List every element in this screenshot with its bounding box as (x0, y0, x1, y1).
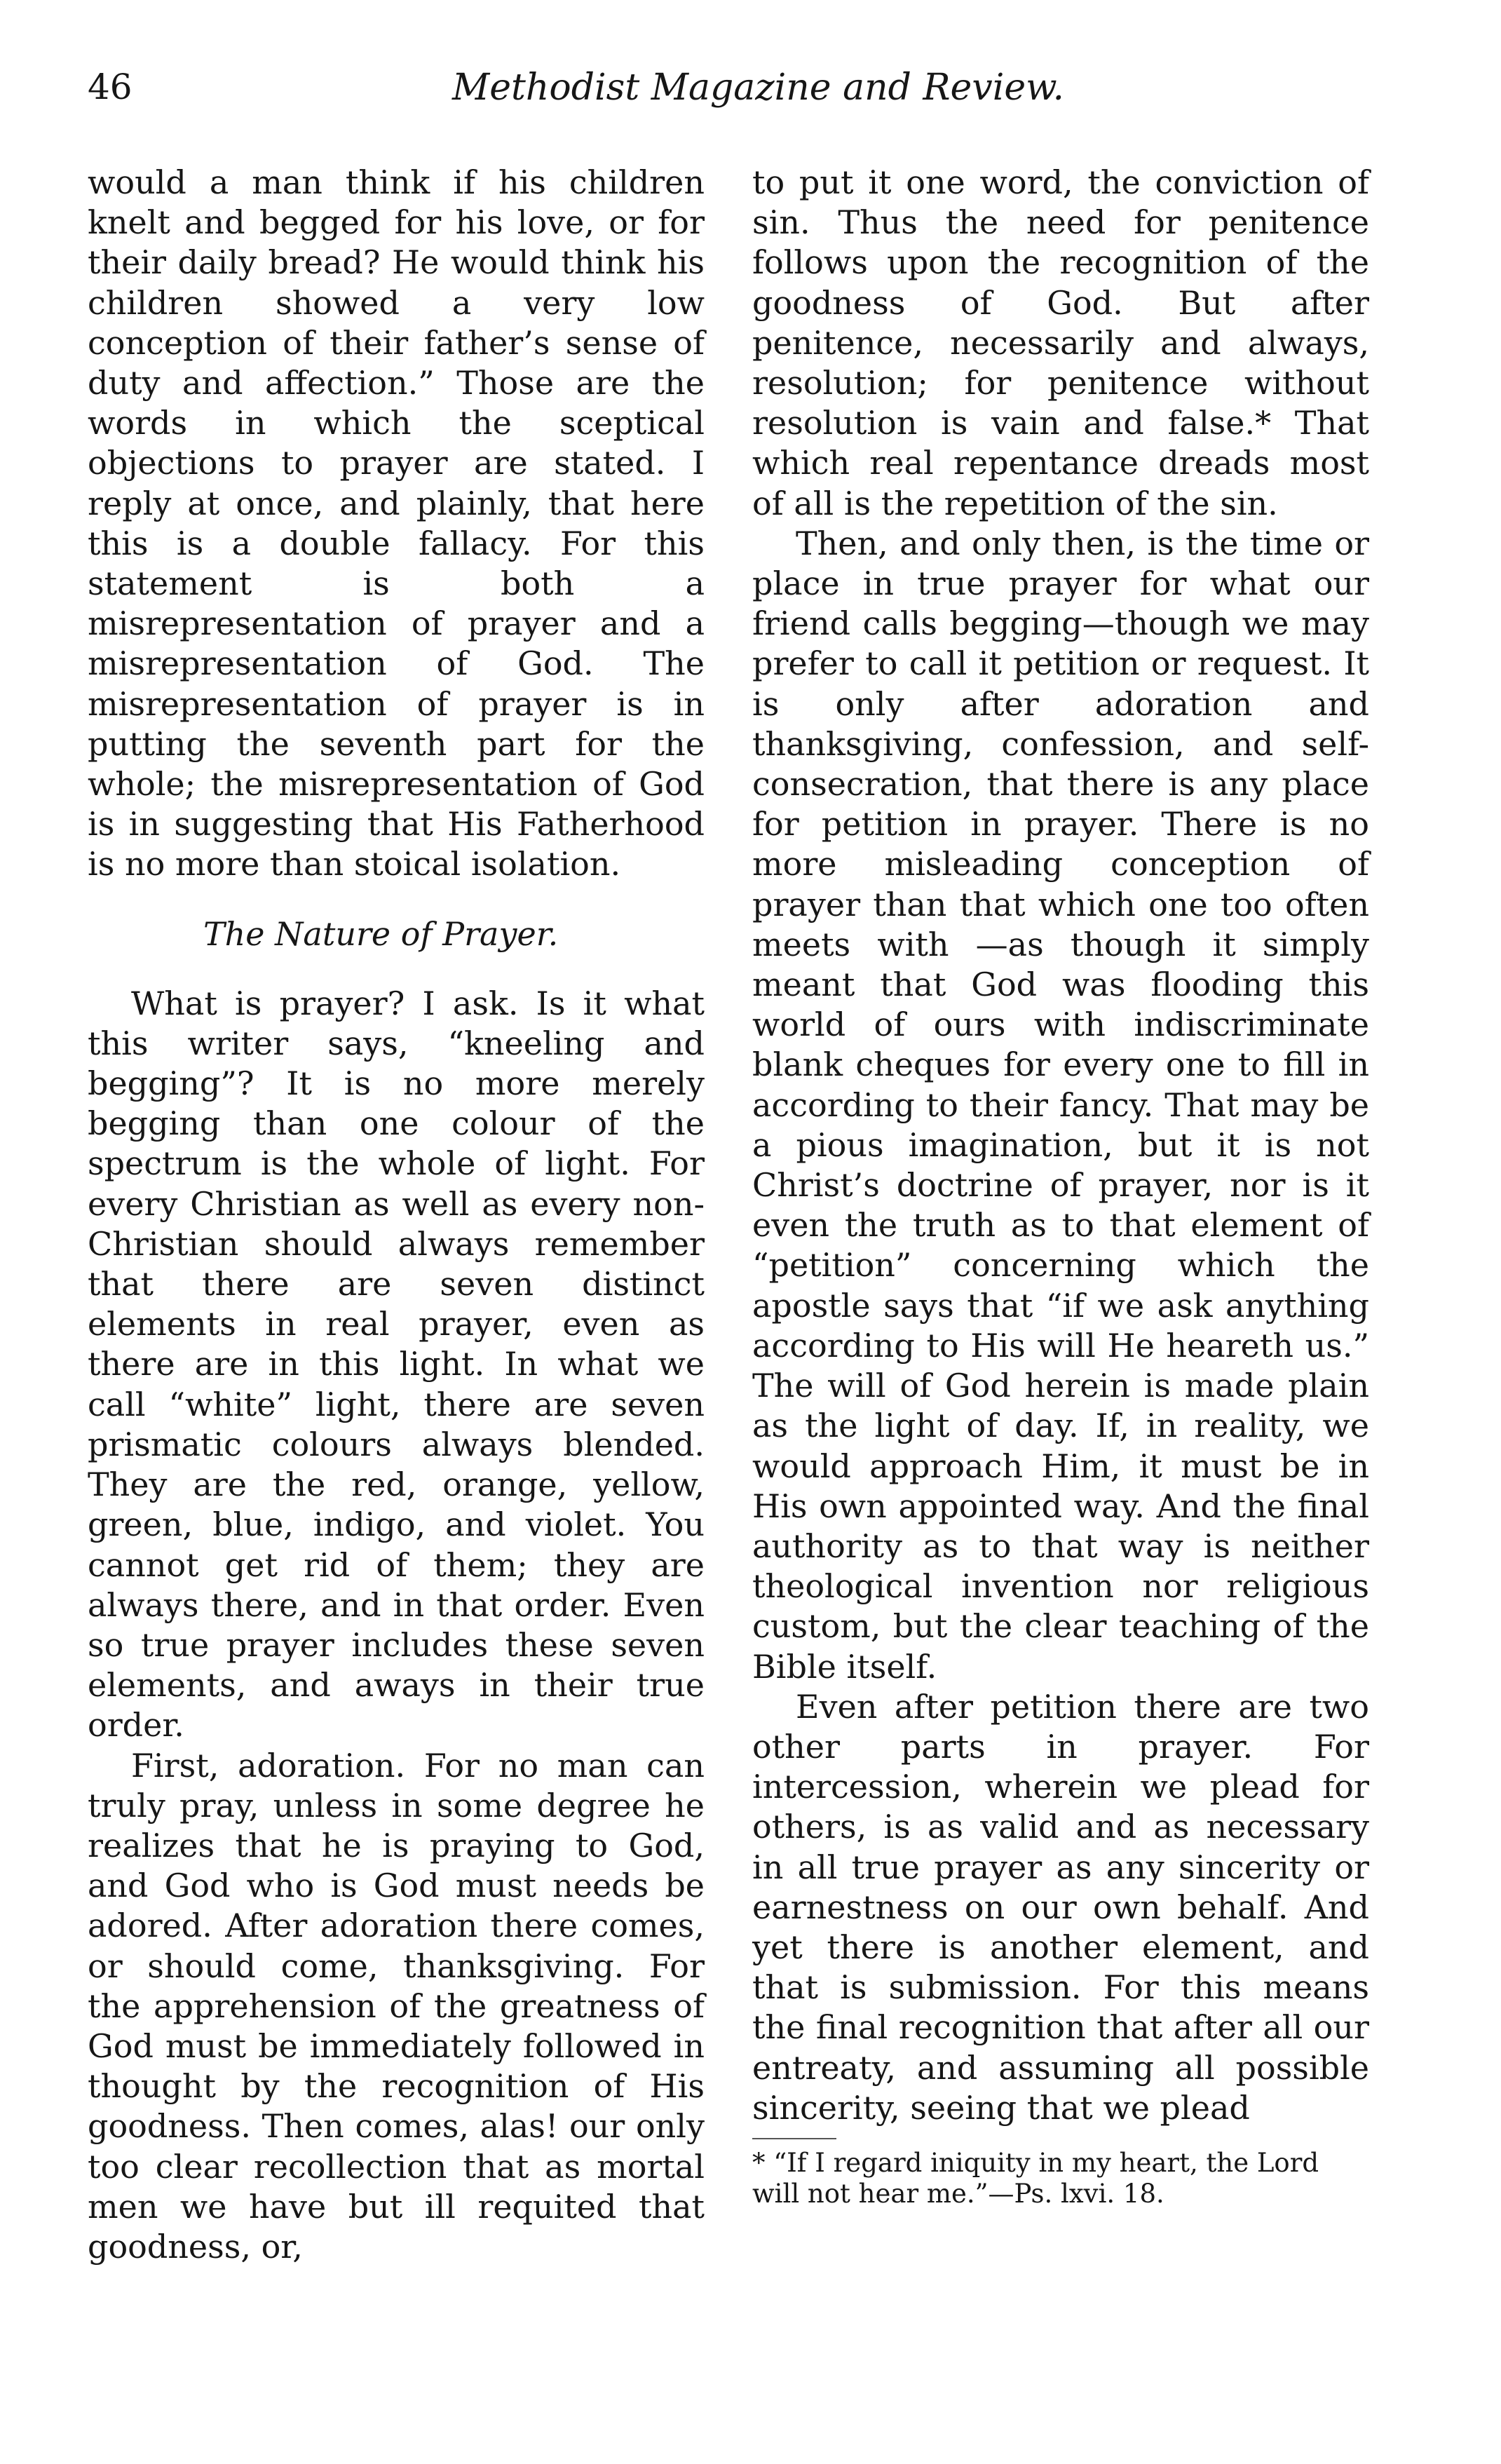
running-title: Methodist Magazine and Review. (452, 67, 1064, 109)
footnote: * “If I regard iniquity in my heart, the Lord will not hear me.”—Ps. lxvi. 18. (752, 2147, 1319, 2209)
right-column (752, 163, 1369, 2209)
page-header (88, 67, 1350, 130)
left-paragraph-2: What is prayer? I ask. Is it what this writer says, “kneeling and begging”? It is no more merely begging than one colour of the spectrum is the whole of light. For every Christian as well as every non-Christian should always remember that there are seven distinct elements in real prayer, even as there are in this light. In what we call “white” light, there are seven prismatic colours always blended. They are the red, orange, yellow, green, blue, indigo, and violet. You cannot get rid of them; they are always there, and in that order. Even so true prayer includes these seven elements, and aways in their true order. (88, 984, 705, 1745)
right-paragraph-2: Then, and only then, is the time or place in true prayer for what our friend calls begging—though we may prefer to call it petition or request. It is only after adoration and thanksgiving, confession, and self-consecration, that there is any place for petition in prayer. There is no more misleading conception of prayer than that which one too often meets with —as though it simply meant that God was flooding this world of ours with indiscriminate blank cheques for every one to fill in according to their fancy. That may be a pious imagination, but it is not Christ’s doctrine of prayer, nor is it even the truth as to that element of “petition” concerning which the apostle says that “if we ask anything according to His will He heareth us.” The will of God herein is made plain as the light of day. If, in reality, we would approach Him, it must be in His own appointed way. And the final authority as to that way is neither theological invention nor religious custom, but the clear teaching of the Bible itself. (752, 524, 1369, 1686)
left-column (88, 163, 705, 2267)
page-number: 46 (88, 67, 133, 107)
right-paragraph-1: to put it one word, the conviction of sin. Thus the need for penitence follows upon the recognition of the goodness of God. But after penitence, necessarily and always, resolution; for penitence without resolution is vain and false.* That which real repentance dreads most of all is the repetition of the sin. (752, 163, 1369, 522)
left-paragraph-1: would a man think if his children knelt and begged for his love, or for their daily bread? He would think his children showed a very low conception of their father’s sense of duty and affection.” Those are the words in which the sceptical objections to prayer are stated. I reply at once, and plainly, that here this is a double fallacy. For this statement is both a misrepresentation of prayer and a misrepresentation of God. The misrepresentation of prayer is in putting the seventh part for the whole; the misrepresentation of God is in suggesting that His Fatherhood is no more than stoical isolation. (88, 163, 705, 884)
footnote-rule (752, 2138, 836, 2139)
right-paragraph-3: Even after petition there are two other parts in prayer. For intercession, wherein we plead for others, is as valid and as necessary in all true prayer as any sincerity or earnestness on our own behalf. And yet there is another element, and that is submission. For this means the final recognition that after all our entreaty, and assuming all possible sincerity, seeing that we plead (752, 1687, 1369, 2127)
left-paragraph-3: First, adoration. For no man can truly pray, unless in some degree he realizes that he is praying to God, and God who is God must needs be adored. After adoration there comes, or should come, thanksgiving. For the apprehension of the greatness of God must be immediately followed in thought by the recognition of His goodness. Then comes, alas! our only too clear recollection that as mortal men we have but ill requited that goodness, or, (88, 1746, 705, 2266)
section-heading: The Nature of Prayer. (203, 914, 559, 953)
